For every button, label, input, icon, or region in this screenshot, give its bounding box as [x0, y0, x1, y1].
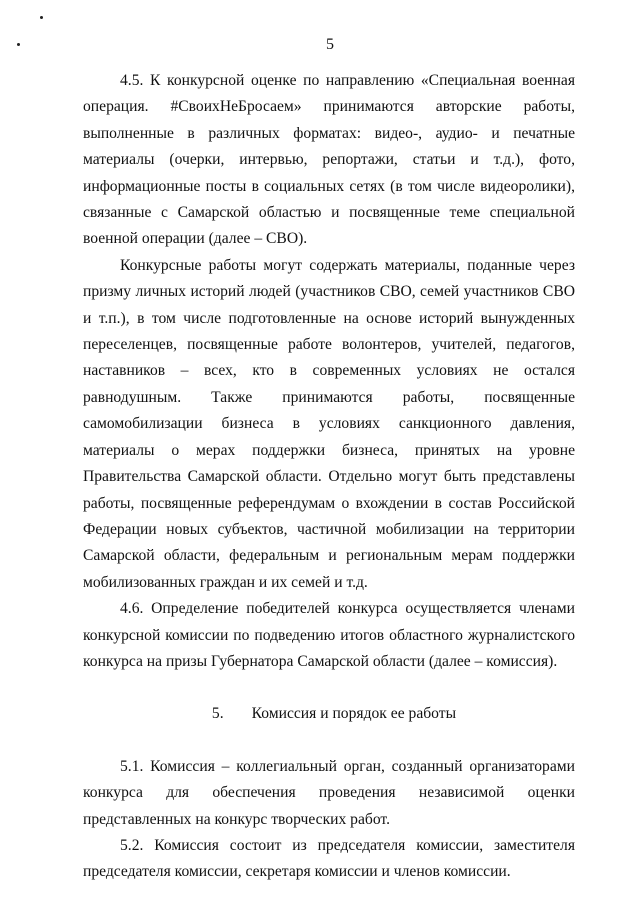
- document-body: [83, 68, 575, 886]
- scan-speck: [40, 16, 43, 19]
- paragraph-5-1: 5.1. Комиссия – коллегиальный орган, созданный организаторами конкурса для обеспечения проведения независимой оценки представленных на конкурс творческих работ.: [83, 757, 575, 828]
- page-number: 5: [326, 36, 334, 53]
- section-title: Комиссия и порядок ее работы: [251, 705, 457, 723]
- paragraph-works-content: Конкурсные работы могут содержать материалы, поданные через призму личных историй людей (участников СВО, семей участников СВО и т.п.), в том числе подготовленные на основе историй вынужденных переселенцев, посвященные работе волонтеров, учителей, педагогов, наставников – всех, кто в современных условиях не остался равнодушным. Также принимаются работы, посвященные самомобилизации бизнеса в условиях санкционного давления, материалы о мерах поддержки бизнеса, принятых на уровне Правительства Самарской области. Отдельно могут быть представлены работы, посвященные референдумам о вхождении в состав Российской Федерации новых субъектов, частичной мобилизации на территории Самарской области, федеральным и региональным мерам поддержки мобилизованных граждан и их семей и т.д.: [83, 256, 575, 591]
- section-number: 5.: [211, 705, 224, 723]
- section-heading: [83, 701, 575, 727]
- paragraph-4-5: 4.5. К конкурсной оценке по направлению «Специальная военная операция. #СвоихНеБросаем» принимаются авторские работы, выполненные в различных форматах: видео-, аудио- и печатные материалы (очерки, интервью, репортажи, статьи и т.д.), фото, информационные посты в социальных сетях (в том числе видеоролики), связанные с Самарской областью и посвященные теме специальной военной операции (далее – СВО).: [83, 72, 575, 248]
- paragraph-5-2: 5.2. Комиссия состоит из председателя комиссии, заместителя председателя комиссии, секретаря комиссии и членов комиссии.: [83, 836, 575, 881]
- paragraph-4-6: 4.6. Определение победителей конкурса осуществляется членами конкурсной комиссии по подведению итогов областного журналистского конкурса на призы Губернатора Самарской области (далее – комиссия).: [83, 600, 575, 670]
